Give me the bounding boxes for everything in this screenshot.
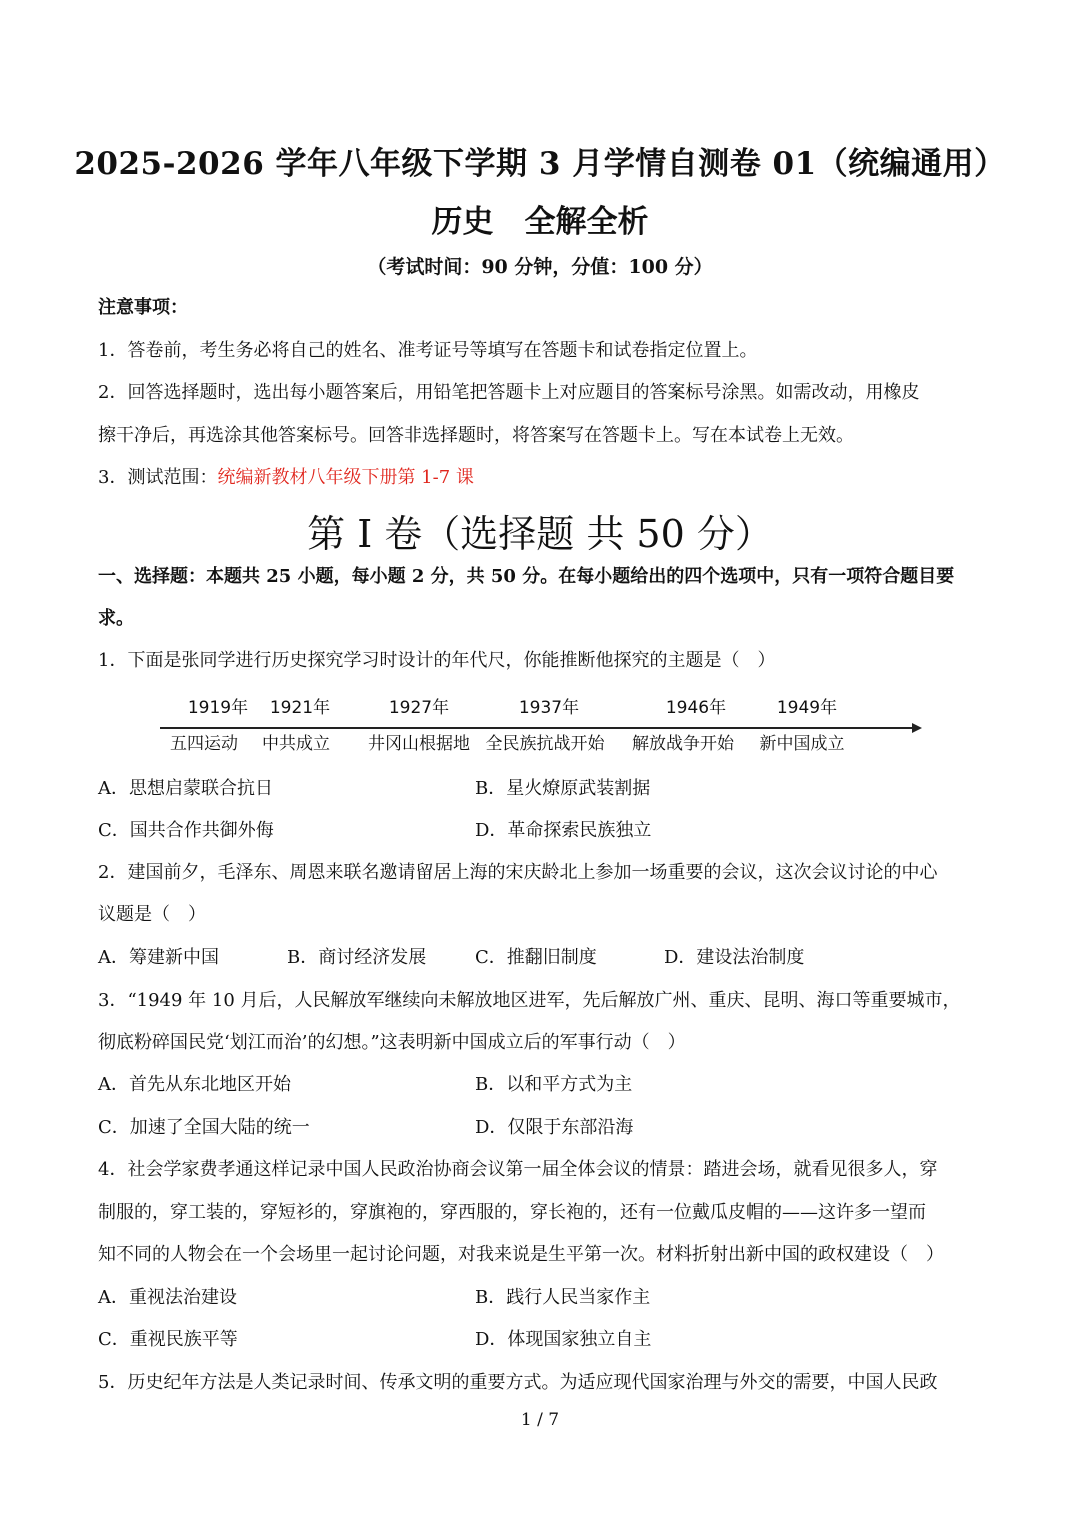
timeline-arrow-icon (912, 723, 922, 733)
q1-stem: 1．下面是张同学进行历史探究学习时设计的年代尺，你能推断他探究的主题是（ ） (98, 650, 776, 671)
timeline-event-label: 解放战争开始 (632, 734, 734, 754)
q4-option-c[interactable]: C．重视民族平等 (98, 1329, 238, 1350)
note-item-2-line2: 擦干净后，再选涂其他答案标号。回答非选择题时，将答案写在答题卡上。写在本试卷上无效。 (98, 425, 854, 446)
q4-stem-line1: 4．社会学家费孝通这样记录中国人民政治协商会议第一届全体会议的情景：踏进会场，就看见很多人，穿 (98, 1159, 938, 1180)
q3-option-c[interactable]: C．加速了全国大陆的统一 (98, 1117, 310, 1138)
q1-option-a[interactable]: A．思想启蒙联合抗日 (98, 778, 273, 799)
section-instruction-line1: 一、选择题：本题共 25 小题，每小题 2 分，共 50 分。在每小题给出的四个选项中，只有一项符合题目要 (98, 566, 955, 587)
test-scope: 统编新教材八年级下册第 1-7 课 (217, 467, 474, 488)
timeline-year-label: 1919年 (187, 698, 249, 718)
q4-option-b[interactable]: B．践行人民当家作主 (475, 1287, 651, 1308)
section-instruction-line2: 求。 (98, 608, 134, 629)
timeline-event-label: 全民族抗战开始 (485, 734, 605, 754)
timeline-event-label: 新中国成立 (759, 734, 845, 754)
timeline-event-label: 中共成立 (262, 734, 330, 754)
q1-timeline (160, 690, 940, 760)
q2-stem-line1: 2．建国前夕，毛泽东、周恩来联名邀请留居上海的宋庆龄北上参加一场重要的会议，这次会议讨论的中心 (98, 862, 938, 883)
page-subtitle: 历史 全解全析 (431, 204, 649, 240)
timeline-year-label: 1937年 (518, 698, 580, 718)
q1-option-b[interactable]: B．星火燎原武装割据 (475, 778, 651, 799)
q4-option-d[interactable]: D．体现国家独立自主 (475, 1329, 652, 1350)
q4-stem-line2: 制服的，穿工装的，穿短衫的，穿旗袍的，穿西服的，穿长袍的，还有一位戴瓜皮帽的——这许多一望而 (98, 1202, 926, 1223)
q3-stem-line2: 彻底粉碎国民党‘划江而治’的幻想。”这表明新中国成立后的军事行动（ ） (98, 1032, 686, 1053)
q2-option-b[interactable]: B．商讨经济发展 (287, 947, 427, 968)
q4-stem-line3: 知不同的人物会在一个会场里一起讨论问题，对我来说是生平第一次。材料折射出新中国的政权建设（ ） (98, 1244, 944, 1265)
timeline-event-label: 井冈山根据地 (368, 734, 470, 754)
notes-heading: 注意事项： (98, 297, 188, 318)
q3-option-b[interactable]: B．以和平方式为主 (475, 1074, 633, 1095)
q1-option-c[interactable]: C．国共合作共御外侮 (98, 820, 274, 841)
timeline-year-label: 1946年 (665, 698, 727, 718)
page-number: 1 / 7 (520, 1410, 560, 1430)
note-item-3-prefix: 3．测试范围： (98, 467, 218, 488)
q2-stem-line2: 议题是（ ） (98, 904, 206, 925)
q2-option-c[interactable]: C．推翻旧制度 (475, 947, 597, 968)
timeline-event-label: 五四运动 (170, 734, 238, 754)
page-title: 2025-2026 学年八年级下学期 3 月学情自测卷 01（统编通用） (74, 146, 1006, 182)
q3-option-a[interactable]: A．首先从东北地区开始 (98, 1074, 291, 1095)
q2-option-a[interactable]: A．筹建新中国 (98, 947, 219, 968)
note-item-3 (98, 465, 988, 491)
q3-option-d[interactable]: D．仅限于东部沿海 (475, 1117, 634, 1138)
exam-info: （考试时间：90 分钟，分值：100 分） (367, 256, 713, 278)
q2-option-d[interactable]: D．建设法治制度 (664, 947, 805, 968)
note-item-1: 1．答卷前，考生务必将自己的姓名、准考证号等填写在答题卡和试卷指定位置上。 (98, 340, 758, 361)
q4-option-a[interactable]: A．重视法治建设 (98, 1287, 237, 1308)
q3-stem-line1: 3．“1949 年 10 月后，人民解放军继续向未解放地区进军，先后解放广州、重庆、昆明、海口等重要城市， (98, 990, 961, 1011)
section-title: 第 I 卷（选择题 共 50 分） (307, 512, 773, 556)
timeline-year-label: 1927年 (388, 698, 450, 718)
timeline-year-label: 1921年 (269, 698, 331, 718)
note-item-2-line1: 2．回答选择题时，选出每小题答案后，用铅笔把答题卡上对应题目的答案标号涂黑。如需改动，用橡皮 (98, 382, 920, 403)
q5-stem-line1: 5．历史纪年方法是人类记录时间、传承文明的重要方式。为适应现代国家治理与外交的需要，中国人民政 (98, 1372, 938, 1393)
q1-option-d[interactable]: D．革命探索民族独立 (475, 820, 652, 841)
timeline-year-label: 1949年 (776, 698, 838, 718)
